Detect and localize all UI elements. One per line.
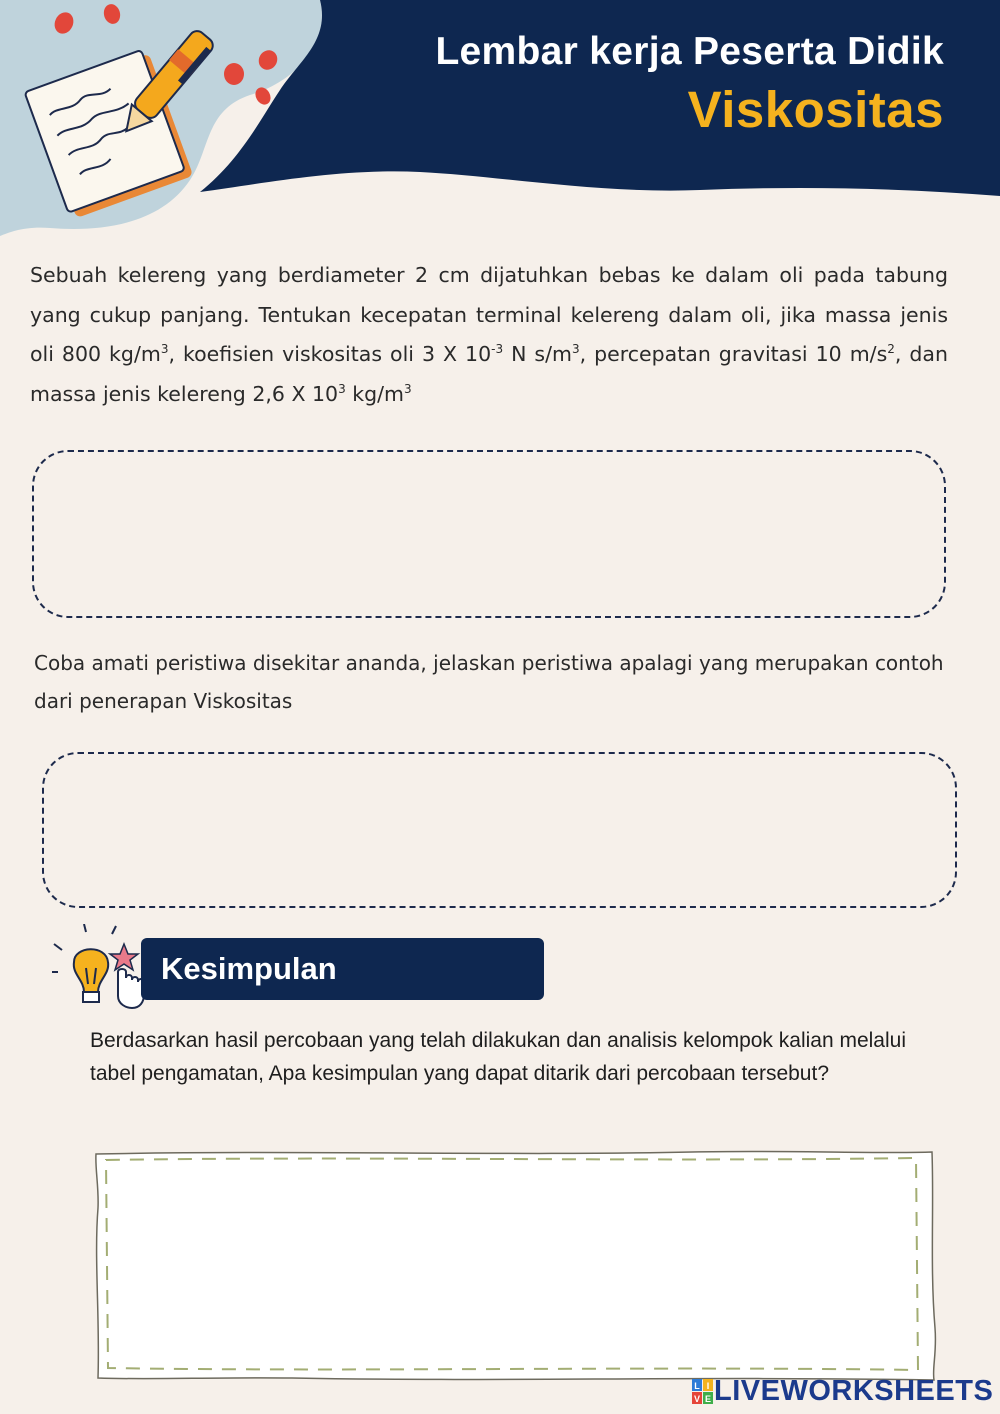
worksheet-subject: Viskositas: [687, 81, 944, 138]
answer-input-2[interactable]: [42, 752, 957, 908]
question-1-text: Sebuah kelereng yang berdiameter 2 cm dijatuhkan bebas ke dalam oli pada tabung yang cukup panjang. Tentukan kecepatan terminal kelereng dalam oli, jika massa jenis oli 800 $kg/m^3$, koefisien viskositas oli 3 X $10^{-3}$ N $s/m^3$, percepatan gravitasi 10 $m/s^2$, dan massa jenis kelereng 2,6 X $10^3$ $kg/m^3$: [30, 263, 948, 406]
kesimpulan-prompt: Berdasarkan hasil percobaan yang telah dilakukan dan analisis kelompok kalian melalui tabel pengamatan, Apa kesimpulan yang dapat ditarik dari percobaan tersebut?: [90, 1029, 906, 1085]
logo-letter-v: V: [693, 1393, 701, 1404]
question-2-text: Coba amati peristiwa disekitar ananda, jelaskan peristiwa apalagi yang merupakan contoh dari penerapan Viskositas: [34, 651, 944, 713]
logo-letter-l: L: [694, 1380, 700, 1391]
liveworksheets-brand-text: LIVEWORKSHEETS: [714, 1375, 994, 1407]
liveworksheets-logo-icon: [692, 1379, 714, 1405]
kesimpulan-answer-input[interactable]: [112, 1162, 916, 1366]
star-icon: [110, 944, 138, 970]
kesimpulan-heading: Kesimpulan: [161, 951, 337, 986]
worksheet-title: Lembar kerja Peserta Didik: [435, 30, 944, 73]
logo-letter-i: I: [706, 1380, 710, 1391]
lightbulb-icon: [52, 924, 152, 1016]
kesimpulan-banner: [141, 938, 544, 1000]
answer-input-1[interactable]: [32, 450, 946, 618]
logo-letter-e: E: [704, 1393, 712, 1404]
liveworksheets-logo: [692, 1375, 993, 1408]
